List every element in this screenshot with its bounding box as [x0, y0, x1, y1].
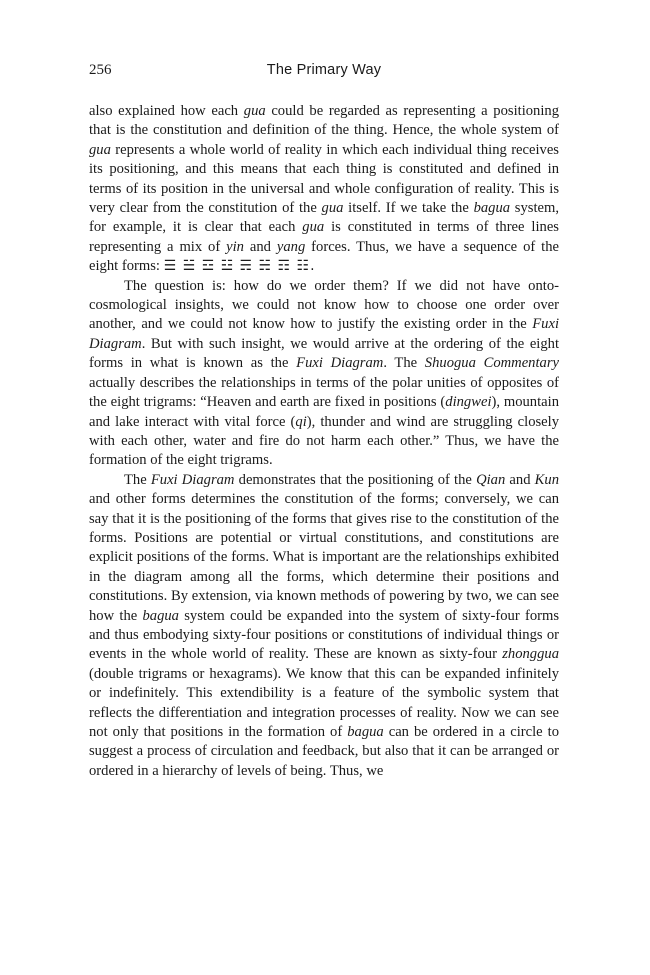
italic-term: bagua: [347, 724, 384, 740]
paragraph-3: [89, 471, 559, 782]
italic-term: qi: [295, 413, 307, 430]
text-run: itself. If we take the: [343, 200, 474, 217]
trigram-sequence: ☰ ☱ ☲ ☳ ☴ ☵ ☶ ☷.: [163, 258, 316, 275]
italic-term: gua: [321, 200, 344, 217]
paragraph-1: [89, 102, 559, 277]
italic-term: Fuxi Diagram: [296, 355, 384, 372]
italic-term: dingwei: [445, 394, 492, 411]
italic-term: bagua: [142, 607, 179, 624]
text-run: demonstrates that the positioning of the: [234, 471, 477, 488]
text-run: actually describes the relationships in terms of the polar unities of opposites of the eight trigrams: “Heaven and earth are fixed in positions (: [89, 374, 559, 411]
italic-term: yin: [226, 238, 244, 255]
italic-term: Kun: [534, 471, 559, 488]
text-run: The: [124, 471, 151, 488]
text-run: forces. Thus, we have a sequence of the eight forms:: [89, 238, 559, 275]
text-run: and other forms determines the constitution of the forms; conversely, we can say that it is the positioning of the forms that gives rise to the constitution of the forms. Positions are potential or virtual constitutions, and constitutions are explicit positions of the forms. What is important are the relationships exhibited in the diagram among all the forms, which determine their positions and constitutions. By extension, via known methods of powering by two, we can see how the: [89, 491, 559, 624]
italic-term: Qian: [476, 471, 506, 488]
text-run: and: [505, 471, 535, 488]
italic-term: zhonggua: [502, 646, 559, 663]
running-head: The Primary Way: [266, 62, 382, 78]
text-run: represents a whole world of reality in which each individual thing receives its positioning, and this means that each thing is constituted and defined in terms of its position in the universal and whole configuration of reality. This is very clear from the constitution of the: [89, 141, 559, 217]
page-number: 256: [89, 62, 112, 78]
italic-term: Fuxi Diagram: [89, 316, 559, 352]
body-text: [89, 102, 559, 781]
italic-term: Shuogua Commentary: [424, 355, 559, 372]
italic-term: yang: [276, 238, 306, 255]
text-run: . But with such insight, we would arrive at the ordering of the eight forms in what is known as the: [89, 335, 559, 372]
italic-term: bagua: [473, 200, 511, 217]
text-run: also explained how each: [89, 103, 244, 119]
text-run: ), thunder and wind are struggling closely with each other, water and fire do not harm each other.” Thus, we have the formation of the eight trigrams.: [89, 413, 559, 469]
text-run: (double trigrams or hexagrams). We know that this can be expanded infinitely or indefinitely. This extendibility is a feature of the symbolic system that reflects the differentiation and integration processes of reality. Now we can see not only that positions in the formation of: [89, 665, 559, 740]
italic-term: gua: [89, 141, 111, 158]
text-run: is constituted in terms of three lines representing a mix of: [89, 219, 559, 255]
italic-term: Fuxi Diagram: [150, 471, 235, 488]
text-run: ), mountain and lake interact with vital force (: [89, 394, 559, 430]
italic-term: gua: [243, 103, 266, 119]
italic-term: gua: [302, 219, 325, 236]
book-page: [89, 62, 559, 781]
page-header: [89, 62, 559, 84]
text-run: . The: [383, 355, 425, 372]
text-run: The question is: how do we order them? If we did not have onto-cosmological insights, we could not know how to choose one order over another, and we could not know how to justify the existing order in the: [89, 277, 559, 333]
paragraph-2: [89, 277, 559, 471]
text-run: system could be expanded into the system of sixty-four forms and thus embodying sixty-four positions or constitutions of individual things or events in the whole world of reality. These are known as sixty-four: [89, 607, 560, 663]
text-run: can be ordered in a circle to suggest a process of circulation and feedback, but also that it can be arranged or ordered in a hierarchy of levels of being. Thus, we: [89, 724, 559, 779]
text-run: and: [243, 238, 277, 255]
text-run: system, for example, it is clear that each: [89, 200, 559, 236]
text-run: could be regarded as representing a positioning that is the constitution and definition of the thing. Hence, the whole system of: [89, 103, 559, 139]
